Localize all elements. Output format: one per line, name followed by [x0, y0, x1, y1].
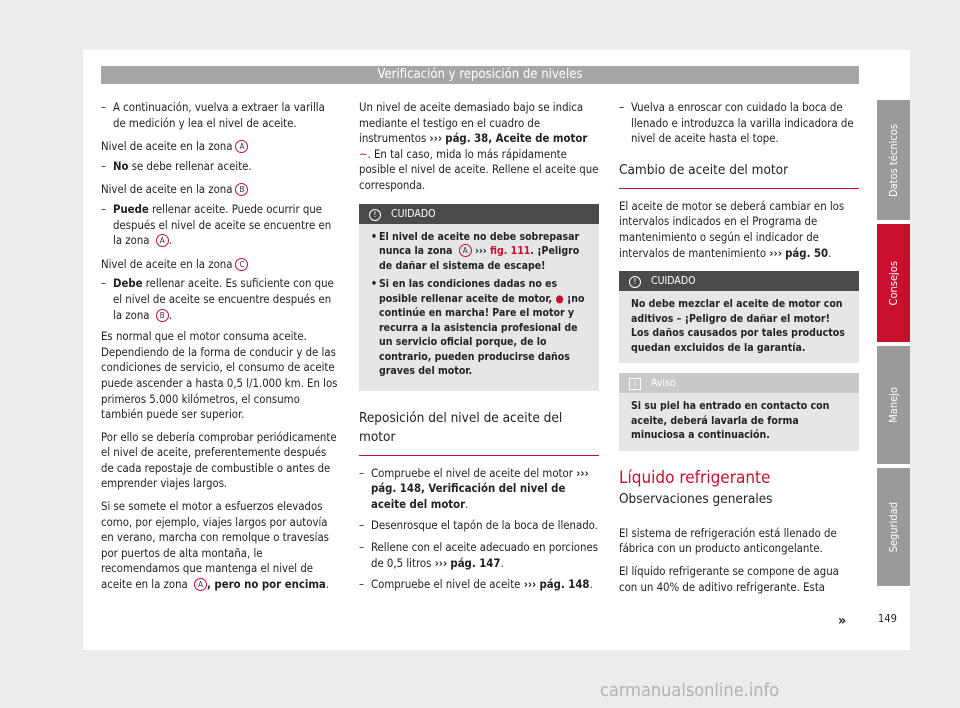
caution-header: ! CUIDADO — [619, 271, 859, 291]
subsection-title: Observaciones generales — [619, 491, 773, 508]
zone-b-marker: B — [156, 309, 169, 322]
paragraph: Es normal que el motor consuma aceite. Dependiendo de la forma de conducir y de las condiciones de servicio, el consumo de aceite puede ascender a hasta 0,5 l/1.000 km. En los primeros 5.000 kilómetros, el consumo también puede ser superior. — [101, 330, 338, 422]
column-3 — [619, 100, 859, 602]
watermark: carmanualsonline.info — [600, 680, 780, 701]
zone-b-marker: B — [235, 183, 248, 196]
caution-box — [619, 271, 859, 363]
list-item: – Vuelva a enroscar con cuidado la boca de llenado e introduzca la varilla indicadora de nivel de aceite hasta el tope. — [619, 100, 859, 147]
figure-reference-link[interactable]: fig. 111 — [490, 245, 531, 258]
list-item: – Puede rellenar aceite. Puede ocurrir que después el nivel de aceite se encuentre en la zona A . — [101, 202, 339, 249]
caution-icon: ! — [629, 276, 641, 288]
oil-warning-icon: ~ — [359, 147, 368, 161]
caution-item: • El nivel de aceite no debe sobrepasar nunca la zona A ››› fig. 111. ¡Peligro de dañar el sistema de escape! — [371, 230, 589, 274]
caution-box — [359, 204, 599, 391]
paragraph: El sistema de refrigeración está llenado de fábrica con un producto anticongelante. — [619, 526, 837, 556]
zone-c-heading: Nivel de aceite en la zona C — [101, 257, 339, 273]
list-item: – A continuación, vuelva a extraer la varilla de medición y lea el nivel de aceite. — [101, 100, 339, 131]
column-2 — [359, 100, 599, 599]
list-item: – Compruebe el nivel de aceite del motor ››› pág. 148, Verificación del nivel de aceite del motor. — [359, 466, 599, 513]
paragraph: El líquido refrigerante se compone de agua con un 40% de aditivo refrigerante. Esta — [619, 565, 839, 594]
note-header: i Aviso — [619, 373, 859, 393]
page-reference-link[interactable]: pág. 148, Verificación del nivel de aceite del motor — [371, 482, 566, 511]
paragraph: El aceite de motor se deberá cambiar en los intervalos indicados en el Programa de mantenimiento o según el indicador de intervalos de mantenimiento ››› pág. 50. — [619, 199, 845, 260]
page-number: 149 — [878, 612, 897, 625]
zone-a-marker: A — [459, 244, 472, 257]
zone-a-marker: A — [194, 578, 207, 591]
continue-arrow-icon: » — [838, 613, 847, 629]
info-icon: i — [629, 378, 641, 390]
zone-b-heading: Nivel de aceite en la zona B — [101, 182, 339, 198]
page-reference-link[interactable]: pág. 50 — [785, 246, 829, 260]
tab-seguridad[interactable]: Seguridad — [877, 468, 910, 586]
list-item: – Rellene con el aceite adecuado en porciones de 0,5 litros ››› pág. 147. — [359, 540, 599, 571]
zone-c-marker: C — [235, 258, 248, 271]
tab-datos-tecnicos[interactable]: Datos técnicos — [877, 100, 910, 220]
section-title: Cambio de aceite del motor — [619, 153, 859, 189]
paragraph: Por ello se debería comprobar periódicamente el nivel de aceite, preferentemente después de cada repostaje de combustible o antes de emprender viajes largos. — [101, 430, 337, 491]
zone-a-marker: A — [235, 140, 248, 153]
side-tabs — [877, 100, 910, 590]
list-item: – No se debe rellenar aceite. — [101, 159, 339, 175]
zone-a-marker: A — [156, 234, 169, 247]
column-1 — [101, 100, 339, 600]
note-box — [619, 373, 859, 451]
page-header: Verificación y reposición de niveles — [101, 66, 859, 84]
page-reference-link[interactable]: pág. 38, Aceite de motor — [445, 132, 588, 146]
paragraph: Un nivel de aceite demasiado bajo se indica mediante el testigo en el cuadro de instrumentos ››› pág. 38, Aceite de motor ~. En tal caso, mida lo más rápidamente posible el nivel de aceite. Rellene el aceite que corresponda. — [359, 101, 599, 192]
chapter-title: Líquido refrigerante — [619, 467, 771, 488]
list-item: – Compruebe el nivel de aceite ››› pág. 148. — [359, 577, 599, 593]
list-item: – Desenrosque el tapón de la boca de llenado. — [359, 518, 599, 534]
tab-manejo[interactable]: Manejo — [877, 346, 910, 464]
section-title: Reposición del nivel de aceite del motor — [359, 401, 599, 456]
zone-a-heading: Nivel de aceite en la zona A — [101, 139, 339, 155]
caution-header: ! CUIDADO — [359, 204, 599, 224]
caution-item: • Si en las condiciones dadas no es posible rellenar aceite de motor, ● ¡no continúe en marcha! Pare el motor y recurra a la asistencia profesional de un servicio oficial porque, de lo contrario, pueden producirse daños graves del motor. — [371, 277, 589, 379]
page-reference-link[interactable]: pág. 148 — [539, 578, 590, 592]
caution-text: No debe mezclar el aceite de motor con aditivos – ¡Peligro de dañar el motor! Los daños causados por tales productos quedan excluidos de la garantía. — [631, 298, 845, 354]
oil-pressure-warning-icon: ● — [555, 292, 564, 305]
caution-icon: ! — [369, 209, 381, 221]
page-reference-link[interactable]: pág. 147 — [450, 556, 501, 570]
list-item: – Debe rellenar aceite. Es suficiente con que el nivel de aceite se encuentre después en la zona B . — [101, 276, 339, 323]
tab-consejos[interactable]: Consejos — [877, 224, 910, 342]
paragraph: Si se somete el motor a esfuerzos elevados como, por ejemplo, viajes largos por autovía en verano, marcha con remolque o travesías por puertos de alta montaña, le recomendamos que mantenga el nivel de aceite en la zona A , pero no por encima. — [101, 500, 330, 592]
note-text: Si su piel ha entrado en contacto con aceite, deberá lavarla de forma minuciosa a continuación. — [631, 400, 830, 442]
